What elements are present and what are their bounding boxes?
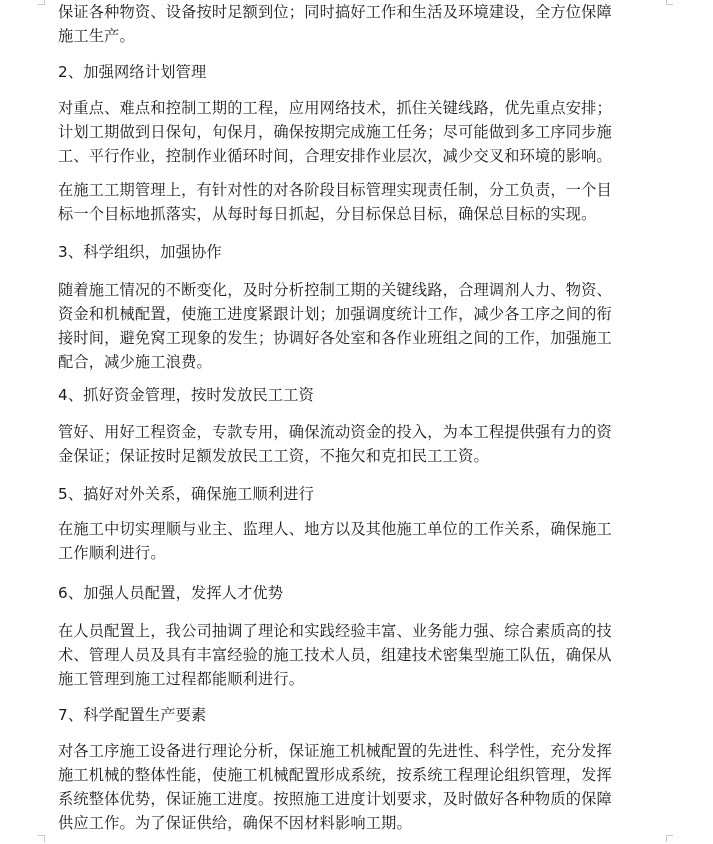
paragraph-line: 保证各种物资、设备按时足额到位；同时搞好工作和生活及环境建设，全方位保障 [58, 3, 612, 21]
paragraph-line: 供应工作。为了保证供给，确保不因材料影响工期。 [58, 814, 412, 832]
paragraph-line: 在人员配置上，我公司抽调了理论和实践经验丰富、业务能力强、综合素质高的技 [58, 622, 612, 640]
paragraph [58, 739, 612, 835]
paragraph-line: 计划工期做到日保旬，旬保月，确保按期完成施工任务；尽可能做到多工序同步施 [58, 123, 612, 141]
paragraph-line: 施工管理到施工过程都能顺利进行。 [58, 670, 305, 688]
paragraph [58, 517, 612, 565]
paragraph-line: 工、平行作业，控制作业循环时间，合理安排作业层次，减少交叉和环境的影响。 [58, 147, 612, 165]
paragraph-line: 对各工序施工设备进行理论分析，保证施工机械配置的先进性、科学性，充分发挥 [58, 742, 612, 760]
paragraph-line: 接时间，避免窝工现象的发生；协调好各处室和各作业班组之间的工作，加强施工 [58, 329, 612, 347]
page-corner-mark [666, 0, 673, 5]
section-heading: 2、加强网络计划管理 [58, 63, 207, 81]
section-heading: 5、搞好对外关系，确保施工顺利进行 [58, 485, 315, 503]
section-heading: 4、抓好资金管理，按时发放民工工资 [58, 386, 315, 404]
paragraph-line: 资金和机械配置，使施工进度紧跟计划；加强调度统计工作，减少各工序之间的衔 [58, 305, 612, 323]
paragraph-line: 随着施工情况的不断变化，及时分析控制工期的关键线路，合理调剂人力、物资、 [58, 281, 612, 299]
paragraph-line: 管好、用好工程资金，专款专用，确保流动资金的投入，为本工程提供强有力的资 [58, 423, 612, 441]
page-corner-mark [38, 0, 45, 5]
paragraph-line: 标一个目标地抓落实，从每时每日抓起，分目标保总目标，确保总目标的实现。 [58, 205, 597, 223]
paragraph-line: 金保证；保证按时足额发放民工工资，不拖欠和克扣民工工资。 [58, 447, 489, 465]
paragraph [58, 619, 612, 691]
paragraph [58, 178, 612, 226]
paragraph-line: 在施工工期管理上，有针对性的对各阶段目标管理实现责任制，分工负责，一个目 [58, 181, 612, 199]
paragraph [58, 0, 612, 48]
paragraph-line: 配合，减少施工浪费。 [58, 353, 212, 371]
paragraph-line: 工作顺利进行。 [58, 544, 166, 562]
page-corner-mark [38, 835, 45, 842]
paragraph [58, 420, 612, 468]
paragraph-line: 系统整体优势，保证施工进度。按照施工进度计划要求，及时做好各种物质的保障 [58, 790, 612, 808]
section-heading: 6、加强人员配置，发挥人才优势 [58, 584, 284, 602]
paragraph [58, 278, 612, 374]
paragraph [58, 96, 612, 168]
paragraph-line: 施工机械的整体性能，使施工机械配置形成系统，按系统工程理论组织管理，发挥 [58, 766, 612, 784]
paragraph-line: 在施工中切实理顺与业主、监理人、地方以及其他施工单位的工作关系，确保施工 [58, 520, 612, 538]
paragraph-line: 对重点、难点和控制工期的工程，应用网络技术，抓住关键线路，优先重点安排； [58, 99, 612, 117]
page-corner-mark [666, 835, 673, 842]
section-heading: 3、科学组织，加强协作 [58, 243, 222, 261]
paragraph-line: 术、管理人员及具有丰富经验的施工技术人员，组建技术密集型施工队伍，确保从 [58, 646, 612, 664]
section-heading: 7、科学配置生产要素 [58, 706, 207, 724]
paragraph-line: 施工生产。 [58, 27, 135, 45]
